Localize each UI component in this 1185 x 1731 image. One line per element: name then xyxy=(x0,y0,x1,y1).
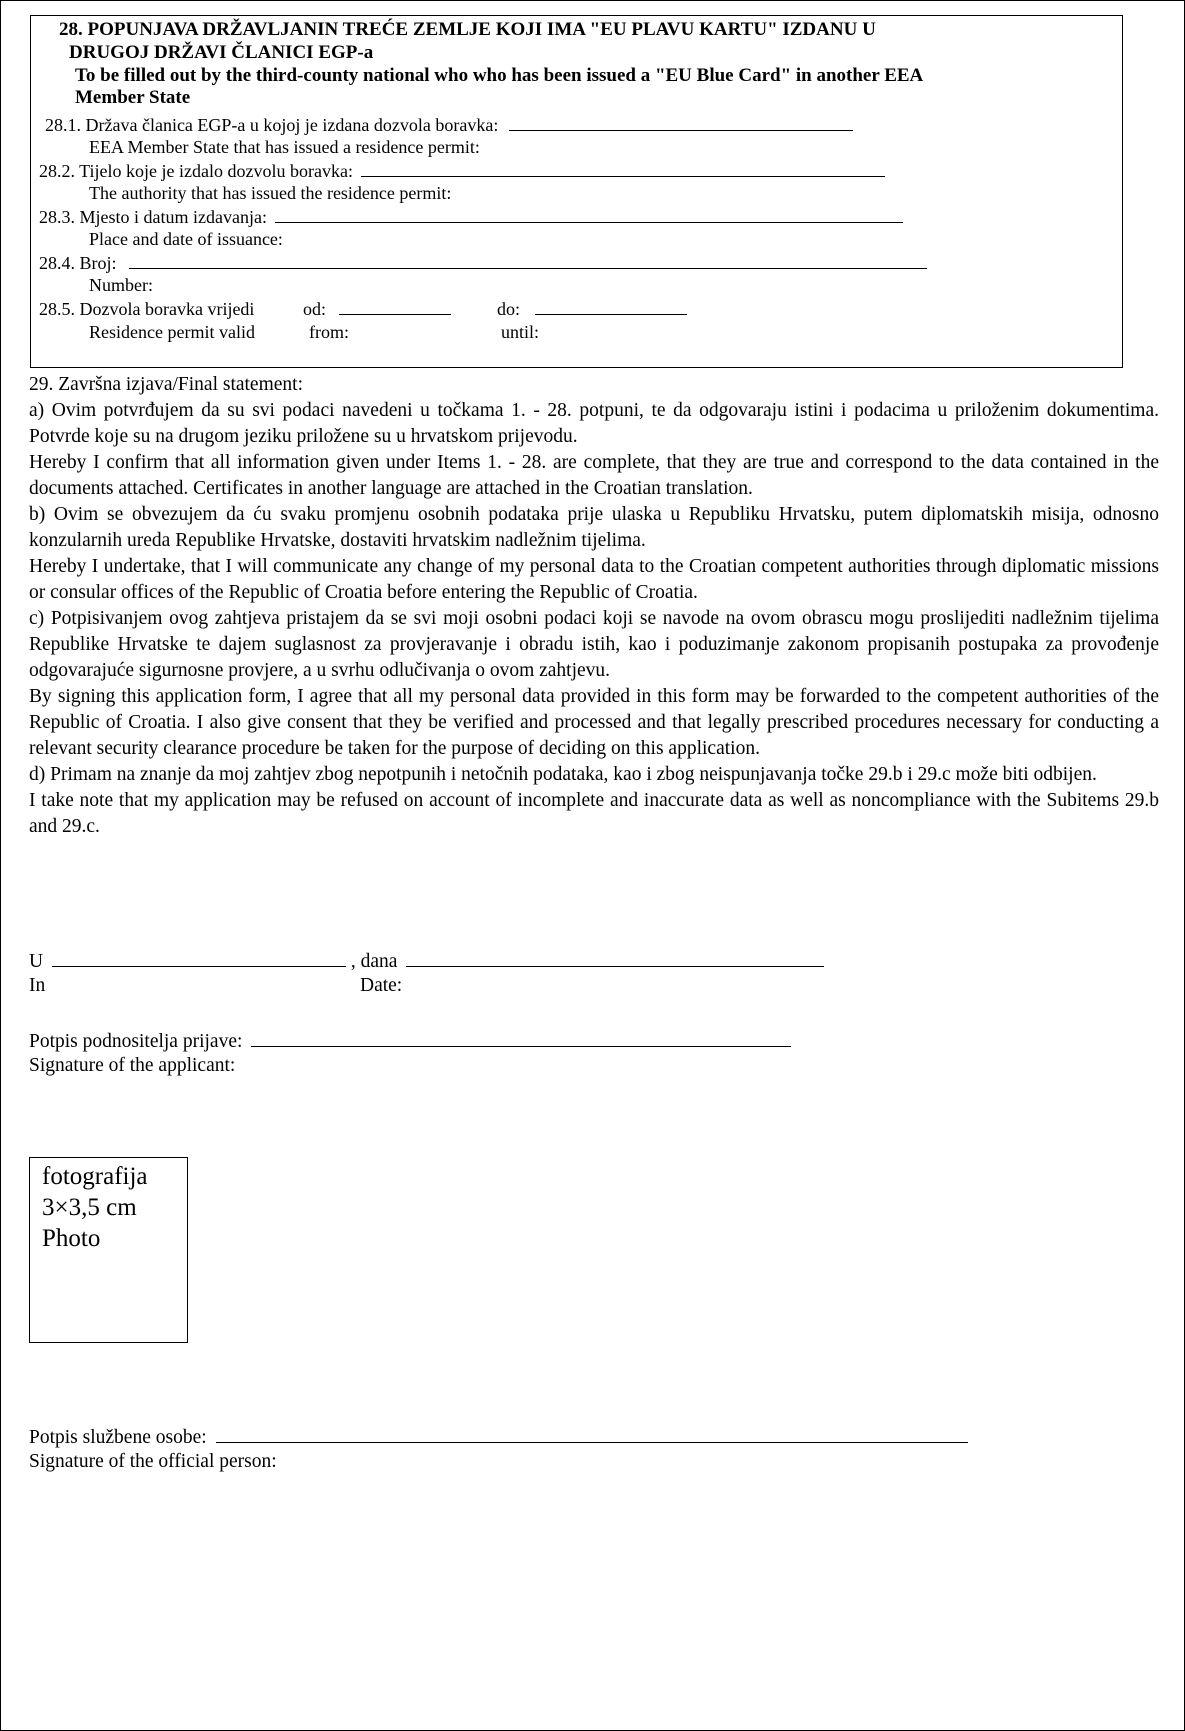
item-28-2-en: The authority that has issued the residence permit: xyxy=(89,183,452,203)
photo-line-1: fotografija xyxy=(42,1163,148,1190)
item-28-5-label: 28.5. Dozvola boravka vrijedi xyxy=(39,299,255,319)
item-28-3-en: Place and date of issuance: xyxy=(89,229,283,249)
statement-a-hr: a) Ovim potvrđujem da su svi podaci navedeni u točkama 1. - 28. potpuni, te da odgovaraju istini i podacima u priloženim dokumentima. Potvrde koje su na drugom jeziku priložene su u hrvatskom prijevodu. xyxy=(29,400,1159,447)
section-28-box xyxy=(30,15,1123,368)
item-28-2-label: 28.2. Tijelo koje je izdalo dozvolu boravka: xyxy=(39,161,353,181)
statement-d-en: I take note that my application may be refused on account of incomplete and inaccurate data as well as noncompliance with the Subitems 29.b and 29.c. xyxy=(29,790,1159,837)
section-28-title-en-1: To be filled out by the third-county national who who has been issued a "EU Blue Card" in another EEA xyxy=(75,65,924,86)
item-28-5-from-en: from: xyxy=(309,322,349,342)
item-28-4-field[interactable] xyxy=(129,252,927,269)
item-28-5-until-label: do: xyxy=(497,299,521,319)
section-28-title xyxy=(59,18,1099,109)
photo-line-3: Photo xyxy=(42,1225,101,1252)
section-29-header: 29. Završna izjava/Final statement: xyxy=(29,374,303,395)
photo-box xyxy=(29,1157,188,1343)
place-label: U xyxy=(29,951,44,972)
item-28-4-en: Number: xyxy=(89,275,153,295)
statement-d-hr: d) Primam na znanje da moj zahtjev zbog nepotpunih i netočnih podataka, kao i zbog neispunjavanja točke 29.b i 29.c može biti odbijen. xyxy=(29,764,1097,785)
item-28-1-en: EEA Member State that has issued a residence permit: xyxy=(89,137,480,157)
item-28-1 xyxy=(45,114,853,136)
date-label: , dana xyxy=(350,951,398,972)
item-28-5-until-en: until: xyxy=(501,322,540,342)
item-28-5-until xyxy=(497,298,687,320)
applicant-signature-row xyxy=(29,1030,791,1054)
date-label-en: Date: xyxy=(360,975,403,996)
item-28-3 xyxy=(39,206,903,228)
official-signature-field[interactable] xyxy=(216,1426,968,1443)
item-28-5-en: Residence permit valid xyxy=(89,322,255,342)
statement-b-hr: b) Ovim se obvezujem da ću svaku promjenu osobnih podataka prije ulaska u Republiku Hrvatsku, putem diplomatskih misija, odnosno konzularnih ureda Republike Hrvatske, dostaviti hrvatskim nadležnim tijelima. xyxy=(29,504,1159,551)
applicant-signature-label-en: Signature of the applicant: xyxy=(29,1055,236,1076)
item-28-1-field[interactable] xyxy=(509,114,853,131)
statement-b-en: Hereby I undertake, that I will communicate any change of my personal data to the Croatian competent authorities through diplomatic missions or consular offices of the Republic of Croatia before entering the Republic of Croatia. xyxy=(29,556,1159,603)
item-28-5-until-field[interactable] xyxy=(535,298,687,315)
item-28-5-from-field[interactable] xyxy=(339,298,451,315)
section-29 xyxy=(29,372,1159,840)
item-28-4-label: 28.4. Broj: xyxy=(39,253,117,273)
section-28-title-hr-1: 28. POPUNJAVA DRŽAVLJANIN TREĆE ZEMLJE KOJI IMA "EU PLAVU KARTU" IZDANU U xyxy=(59,19,876,40)
item-28-5-from-label: od: xyxy=(303,299,327,319)
official-signature-label-en: Signature of the official person: xyxy=(29,1451,277,1472)
applicant-signature-field[interactable] xyxy=(251,1030,791,1047)
statement-c-hr: c) Potpisivanjem ovog zahtjeva pristajem da se svi moji osobni podaci koji se navode na ovom obrascu mogu proslijediti nadležnim tijelima Republike Hrvatske te dajem suglasnost za provjeravanje i obradu istih, kao i poduzimanje zakonom propisanih postupaka za provođenje odgovarajuće sigurnosne provjere, a u svrhu odlučivanja o ovom zahtjevu. xyxy=(29,608,1159,681)
applicant-signature-label: Potpis podnositelja prijave: xyxy=(29,1031,243,1052)
item-28-3-label: 28.3. Mjesto i datum izdavanja: xyxy=(39,207,267,227)
item-28-5-from xyxy=(303,298,451,320)
item-28-1-label: 28.1. Država članica EGP-a u kojoj je izdana dozvola boravka: xyxy=(45,115,499,135)
item-28-2 xyxy=(39,160,885,182)
item-28-5 xyxy=(39,298,254,320)
place-label-en: In xyxy=(29,975,46,996)
item-28-2-field[interactable] xyxy=(361,160,885,177)
place-date-row xyxy=(29,950,824,974)
statement-a-en: Hereby I confirm that all information given under Items 1. - 28. are complete, that they are true and correspond to the data contained in the documents attached. Certificates in another language are attached in the Croatian translation. xyxy=(29,452,1159,499)
official-signature-label: Potpis službene osobe: xyxy=(29,1427,207,1448)
official-signature-row xyxy=(29,1426,968,1450)
section-28-title-hr-2: DRUGOJ DRŽAVI ČLANICI EGP-a xyxy=(69,42,374,63)
section-28-title-en-2: Member State xyxy=(75,87,191,108)
item-28-3-field[interactable] xyxy=(275,206,903,223)
item-28-4 xyxy=(39,252,927,274)
statement-c-en: By signing this application form, I agree that all my personal data provided in this form may be forwarded to the competent authorities of the Republic of Croatia. I also give consent that they be verified and processed and that legally prescribed procedures necessary for conducting a relevant security clearance procedure be taken for the purpose of deciding on this application. xyxy=(29,686,1159,759)
date-field[interactable] xyxy=(406,950,824,967)
place-field[interactable] xyxy=(52,950,346,967)
photo-line-2: 3×3,5 cm xyxy=(42,1194,137,1221)
